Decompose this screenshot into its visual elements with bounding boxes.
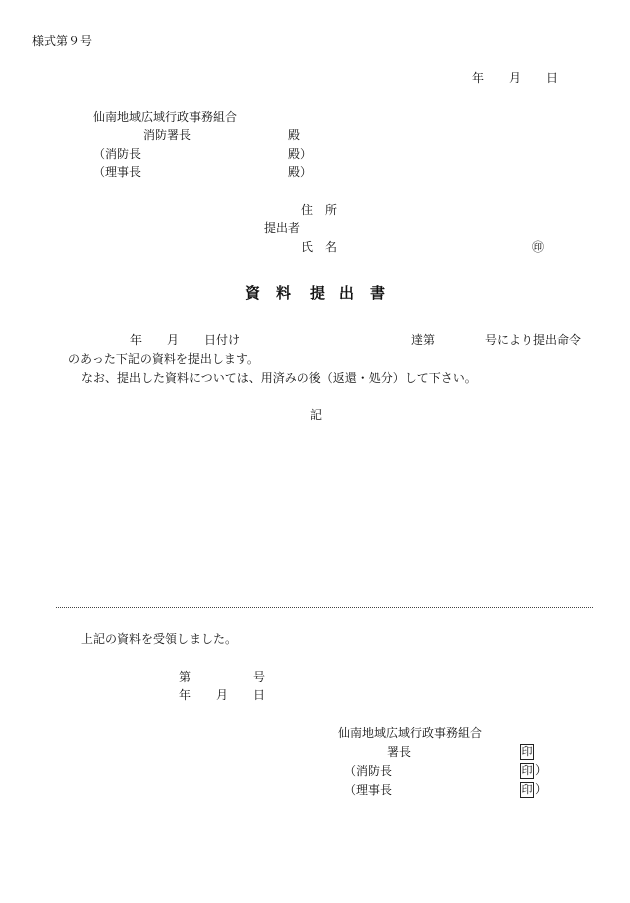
- receipt-message: 上記の資料を受領しました。: [81, 632, 238, 646]
- receipt-chief-title: 署長: [387, 745, 412, 759]
- receipt-no-suffix: 号: [253, 670, 266, 684]
- submitter-label: 提出者: [264, 221, 301, 235]
- receipt-director-seal: [520, 782, 547, 798]
- submitter-name-label: 氏 名: [301, 240, 338, 254]
- date-day-label: 日: [546, 71, 559, 85]
- receipt-chief-seal: [520, 744, 535, 760]
- title-char-4: 出: [339, 284, 355, 302]
- receipt-director-title: （理事長: [344, 783, 393, 797]
- title-char-5: 書: [370, 284, 386, 302]
- receipt-org: 仙南地域広域行政事務組合: [338, 726, 483, 740]
- body-line-3: なお、提出した資料については、用済みの後（返還・処分）して下さい。: [81, 371, 477, 385]
- receipt-year: 年: [179, 688, 192, 702]
- body-month: 月: [167, 333, 180, 347]
- body-notice-label: 達第: [411, 333, 436, 347]
- receipt-month: 月: [216, 688, 229, 702]
- addressee-chief-title: 消防署長: [143, 128, 192, 142]
- date-month-label: 月: [509, 71, 522, 85]
- receipt-no-prefix: 第: [179, 670, 192, 684]
- date-year-label: 年: [472, 71, 485, 85]
- submitter-address-label: 住 所: [301, 203, 338, 217]
- submitter-seal-mark: ㊞: [532, 240, 545, 254]
- body-line-2: のあった下記の資料を提出します。: [68, 352, 259, 366]
- title-char-3: 提: [310, 284, 326, 302]
- addressee-director-honorific: 殿）: [288, 165, 313, 179]
- title-char-1: 資: [245, 284, 261, 302]
- body-year: 年: [130, 333, 143, 347]
- receipt-fire-chief-title: （消防長: [344, 764, 393, 778]
- seal-box-icon: 印: [521, 783, 533, 796]
- addressee-fire-chief-title: （消防長: [93, 147, 142, 161]
- body-date-suffix: 日付け: [204, 333, 241, 347]
- ki-label: 記: [310, 408, 323, 422]
- addressee-org: 仙南地域広域行政事務組合: [93, 110, 238, 124]
- addressee-director-title: （理事長: [93, 165, 142, 179]
- cut-line: [56, 607, 593, 608]
- addressee-fire-chief-honorific: 殿）: [288, 147, 313, 161]
- close-paren: ）: [535, 763, 548, 777]
- body-notice-tail: 号により提出命令: [485, 333, 582, 347]
- receipt-fire-chief-seal: [520, 763, 547, 779]
- receipt-day: 日: [253, 688, 266, 702]
- addressee-honorific: 殿: [288, 128, 301, 142]
- seal-box-icon: 印: [521, 764, 533, 777]
- seal-box-icon: 印: [521, 745, 533, 758]
- close-paren: ）: [535, 782, 548, 796]
- title-char-2: 料: [276, 284, 292, 302]
- form-number: 様式第９号: [32, 34, 93, 48]
